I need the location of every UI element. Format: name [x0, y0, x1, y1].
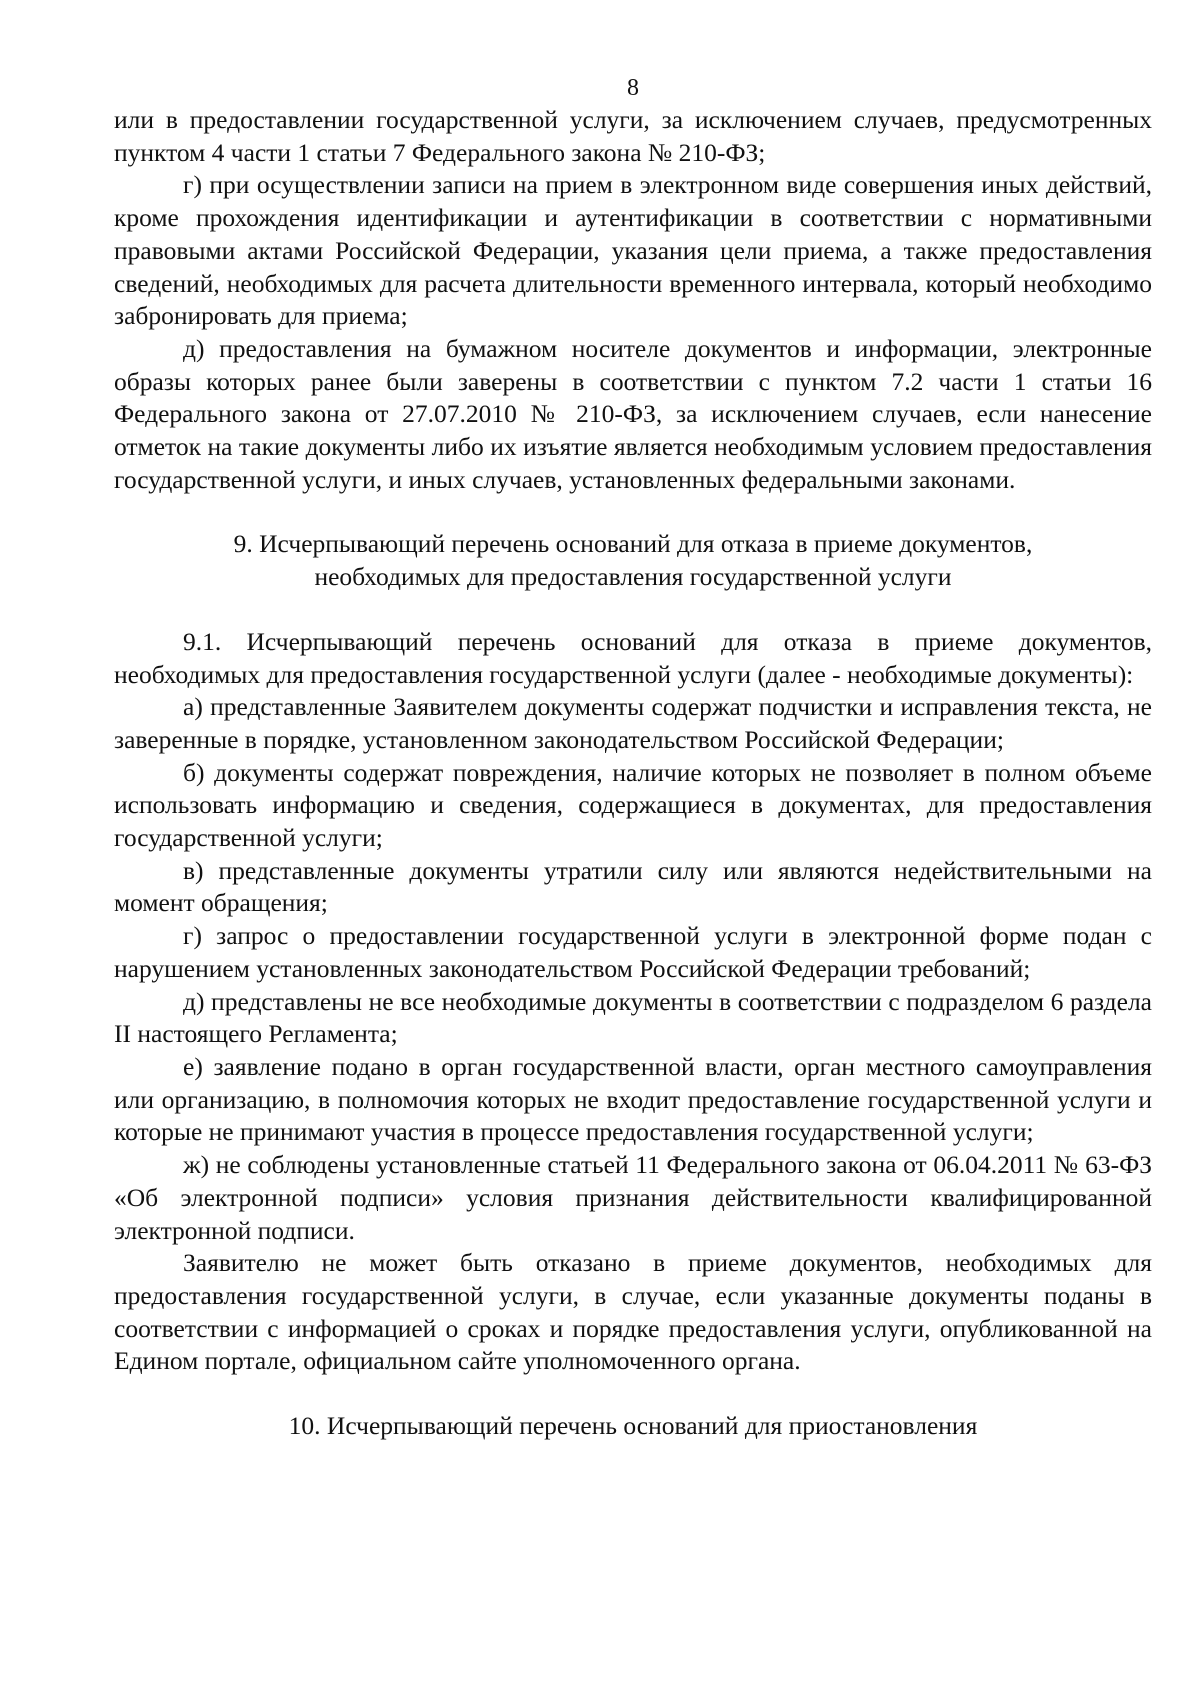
- paragraph-refusal-restriction: Заявителю не может быть отказано в приеме документов, необходимых для предоставления государственной услуги, в случае, если указанные документы поданы в соответствии с информацией о сроках и порядке предоставления услуги, опубликованной на Едином портале, официальном сайте уполномоченного органа.: [114, 1248, 1152, 1376]
- section-10-heading-line-1: 10. Исчерпывающий перечень оснований для приостановления: [288, 1411, 978, 1441]
- paragraph-9-1-a: а) представленные Заявителем документы содержат подчистки и исправления текста, не заверенные в порядке, установленном законодательством Российской Федерации;: [114, 692, 1152, 754]
- section-9-heading-line-2: необходимых для предоставления государственной услуги: [314, 562, 952, 592]
- page-number: 8: [627, 75, 639, 101]
- section-9-heading: [114, 528, 1152, 593]
- paragraph-item-g: г) при осуществлении записи на прием в электронном виде совершения иных действий, кроме прохождения идентификации и аутентификации в соответствии с нормативными правовыми актами Российской Федерации, указания цели приема, а также предоставления сведений, необходимых для расчета длительности временного интервала, который необходимо забронировать для приема;: [114, 170, 1152, 331]
- section-9-heading-line-1: 9. Исчерпывающий перечень оснований для отказа в приеме документов,: [233, 529, 1033, 559]
- document-body: [114, 104, 1152, 1443]
- paragraph-9-1-v: в) представленные документы утратили силу или являются недействительными на момент обращения;: [114, 855, 1152, 918]
- paragraph-9-1: 9.1. Исчерпывающий перечень оснований для отказа в приеме документов, необходимых для предоставления государственной услуги (далее - необходимые документы):: [114, 626, 1152, 689]
- document-page: [114, 0, 1152, 1698]
- paragraph-item-d: д) предоставления на бумажном носителе документов и информации, электронные образы которых ранее были заверены в соответствии с пунктом 7.2 части 1 статьи 16 Федерального закона от 27.07.2010 № 210-ФЗ, за исключением случаев, если нанесение отметок на такие документы либо их изъятие является необходимым условием предоставления государственной услуги, и иных случаев, установленных федеральными законами.: [114, 333, 1152, 494]
- paragraph-9-1-g: г) запрос о предоставлении государственной услуги в электронной форме подан с нарушением установленных законодательством Российской Федерации требований;: [114, 921, 1152, 983]
- paragraph-9-1-zh: ж) не соблюдены установленные статьей 11 Федерального закона от 06.04.2011 № 63-ФЗ «Об электронной подписи» условия признания действительности квалифицированной электронной подписи.: [114, 1150, 1152, 1245]
- paragraph-9-1-b: б) документы содержат повреждения, наличие которых не позволяет в полном объеме использовать информацию и сведения, содержащиеся в документах, для предоставления государственной услуги;: [114, 757, 1152, 853]
- paragraph-9-1-d: д) представлены не все необходимые документы в соответствии с подразделом 6 раздела II настоящего Регламента;: [114, 986, 1152, 1049]
- paragraph-continuation: или в предоставлении государственной услуги, за исключением случаев, предусмотренных пунктом 4 части 1 статьи 7 Федерального закона № 210-ФЗ;: [114, 105, 1152, 167]
- paragraph-9-1-e: е) заявление подано в орган государственной власти, орган местного самоуправления или организацию, в полномочия которых не входит предоставление государственной услуги и которые не принимают участия в процессе предоставления государственной услуги;: [114, 1051, 1152, 1147]
- section-10-heading: [114, 1410, 1152, 1443]
